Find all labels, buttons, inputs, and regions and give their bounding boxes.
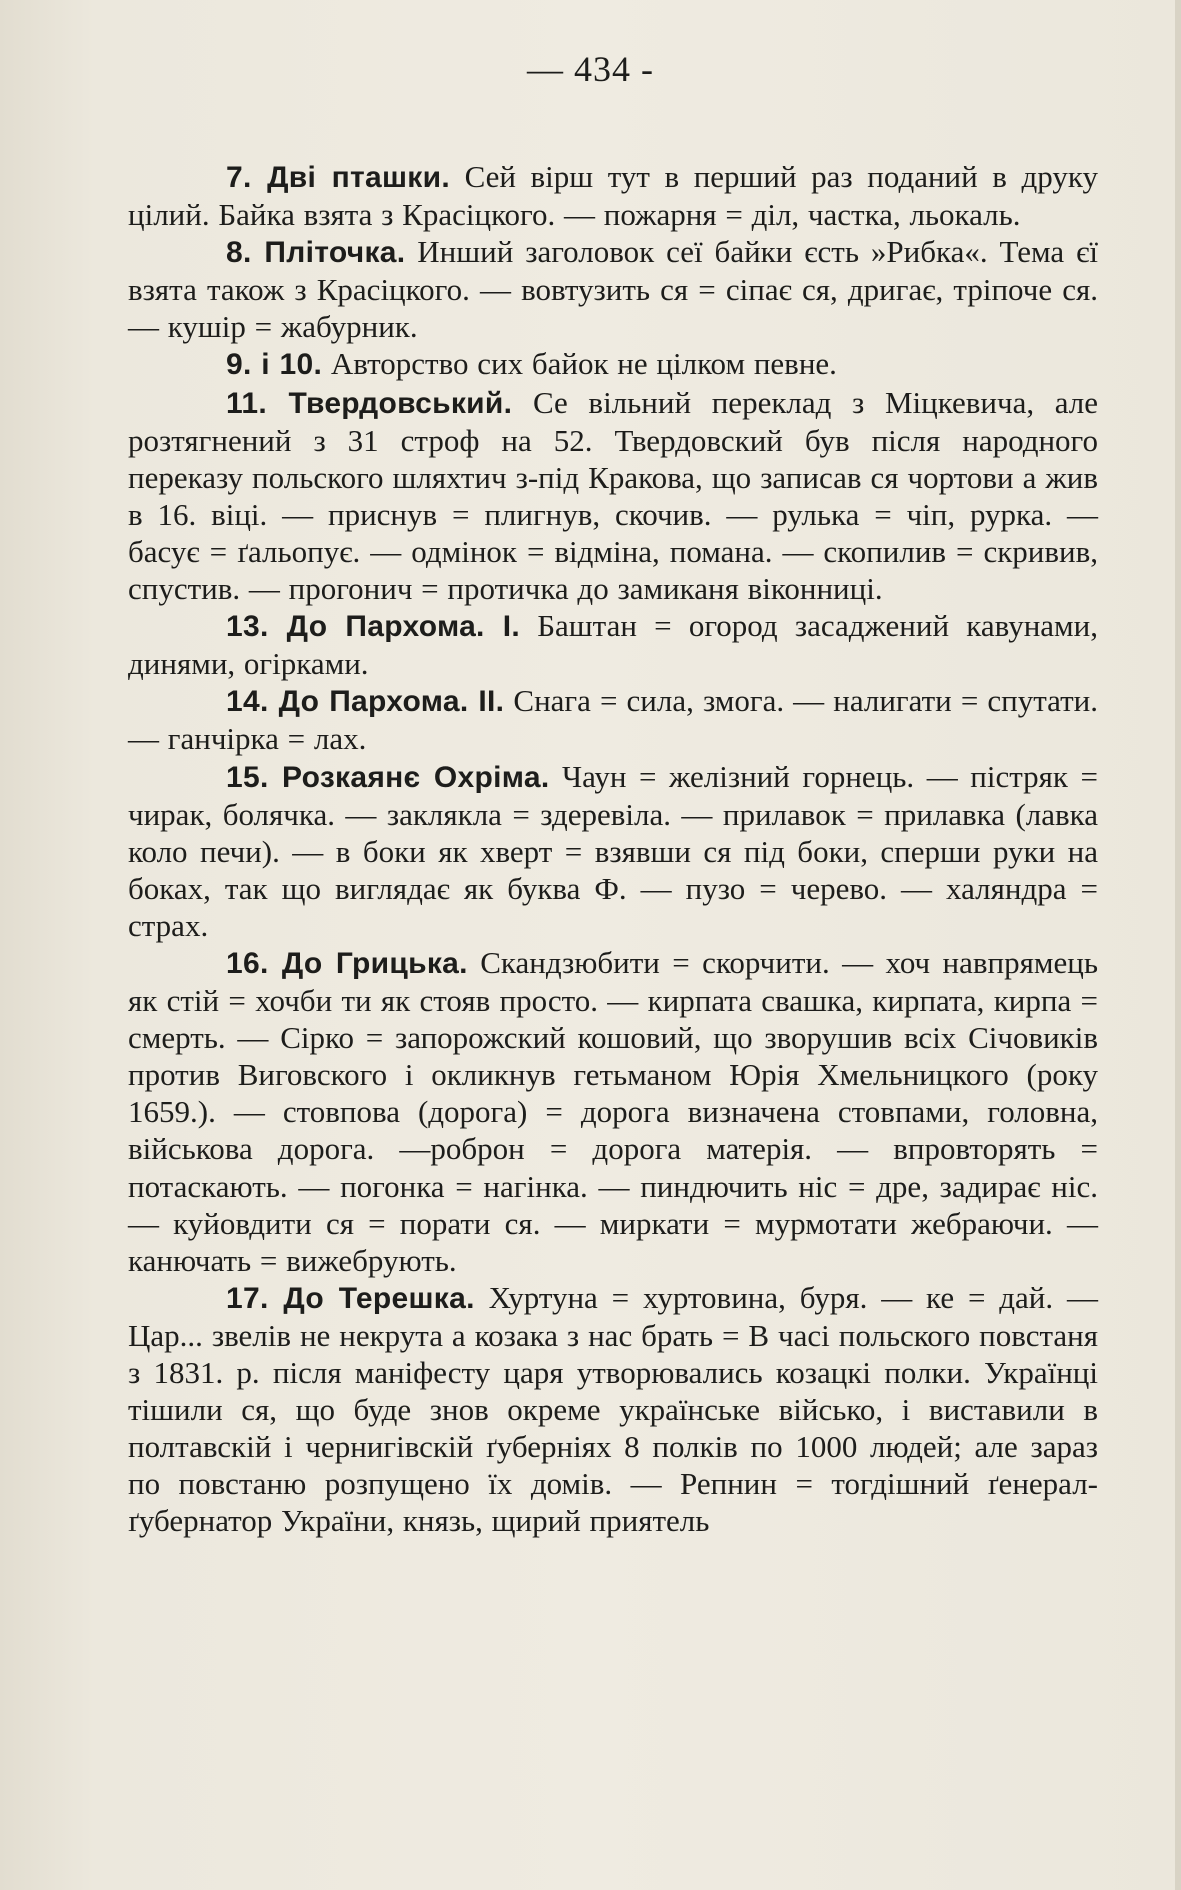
note-paragraph: [128, 384, 1098, 608]
note-text: Скандзюбити = скорчити. — хоч навпрямець як стій = хочби ти як стояв просто. — кирпата свашка, кирпата, кирпа = смерть. — Сірко = запорожский кошовий, що зворушив всіх Січовиків против Виговского і окликнув гетьманом Юрія Хмельницкого (року 1659.). — стовпова (дорога) = дорога визначена стовпами, головна, військова дорога. —роброн = дорога матерія. — впровторять = потаскають. — погонка = нагінка. — пиндючить ніс = дре, задирає ніс. — куйовдити ся = порати ся. — миркати = мурмотати жебраючи. — канючать = вижебрують.: [128, 944, 1098, 1278]
note-paragraph: [128, 682, 1098, 757]
note-paragraph: [128, 233, 1098, 345]
page-number: — 434 -: [527, 49, 654, 89]
note-paragraph: [128, 944, 1098, 1279]
note-text: Хуртуна = хуртовина, буря. — ке = дай. — Цар... звелів не некрута а козака з нас брать = В часі польского повстаня з 1831. р. після маніфесту царя утворювались козацкі полки. Українці тішили ся, що буде знов окреме українське військо, і виставили в полтавскій і чернигівскій ґуберніях 8 полків по 1000 людей; але зараз по повстаню розпущено їх домів. — Репнин = тогдішний ґенерал-ґубернатор України, князь, щирий приятель: [128, 1279, 1098, 1539]
note-paragraph: [128, 1279, 1098, 1540]
note-text: Баштан = огород засаджений кавунами, динями, огірками.: [128, 608, 1098, 682]
note-title: 7. Дві пташки.: [226, 161, 450, 194]
note-title: 8. Пліточка.: [226, 236, 406, 270]
page-edge-shadow: [1175, 0, 1181, 1890]
note-text: Се вільний переклад з Міцкевича, але розтягнений з 31 строф на 52. Твердовский був після народного переказу польского шляхтич з-під Кракова, що записав ся чортови а жив в 16. віці. — приснув = плигнув, скочив. — рулька = чіп, рурка. — басує = ґальопує. — одмінок = відміна, помана. — скопилив = скривив, спустив. — прогонич = протичка до замиканя віконниці.: [128, 384, 1098, 607]
note-title: 15. Розкаянє Охріма.: [226, 760, 550, 794]
note-paragraph: [128, 345, 1098, 383]
note-text: Снага = сила, змога. — налигати = спутати. — ганчірка = лах.: [128, 683, 1098, 757]
note-title: 16. До Грицька.: [226, 946, 468, 980]
note-title: 17. До Терешка.: [226, 1281, 475, 1315]
note-title: 9. і 10.: [226, 348, 323, 382]
note-paragraph: [128, 758, 1098, 944]
note-text: Инший заголовок сеї байки єсть »Рибка«. Тема єї взята також з Красіцкого. — вовтузить ся = сіпає ся, дригає, тріпоче ся. — кушір = жабурник.: [128, 234, 1098, 345]
note-paragraph: [128, 158, 1098, 233]
note-text: Чаун = желізний горнець. — пістряк = чирак, болячка. — заклякла = здеревіла. — прилавок = прилавка (лавка коло печи). — в боки як хверт = взявши ся під боки, сперши руки на боках, так що виглядає як буква Ф. — пузо = черево. — халяндра = страх.: [128, 758, 1098, 943]
note-paragraph: [128, 607, 1098, 682]
note-title: 11. Твердовський.: [226, 386, 513, 420]
note-text: Сей вірш тут в перший раз поданий в друку цілий. Байка взята з Красіцкого. — пожарня = діл, частка, льокаль.: [128, 159, 1099, 233]
note-title: 14. До Пархома. II.: [226, 685, 505, 719]
note-text: Авторство сих байок не цілком певне.: [330, 346, 837, 382]
note-title: 13. До Пархома. I.: [226, 610, 521, 644]
notes-body: [128, 158, 1098, 1539]
